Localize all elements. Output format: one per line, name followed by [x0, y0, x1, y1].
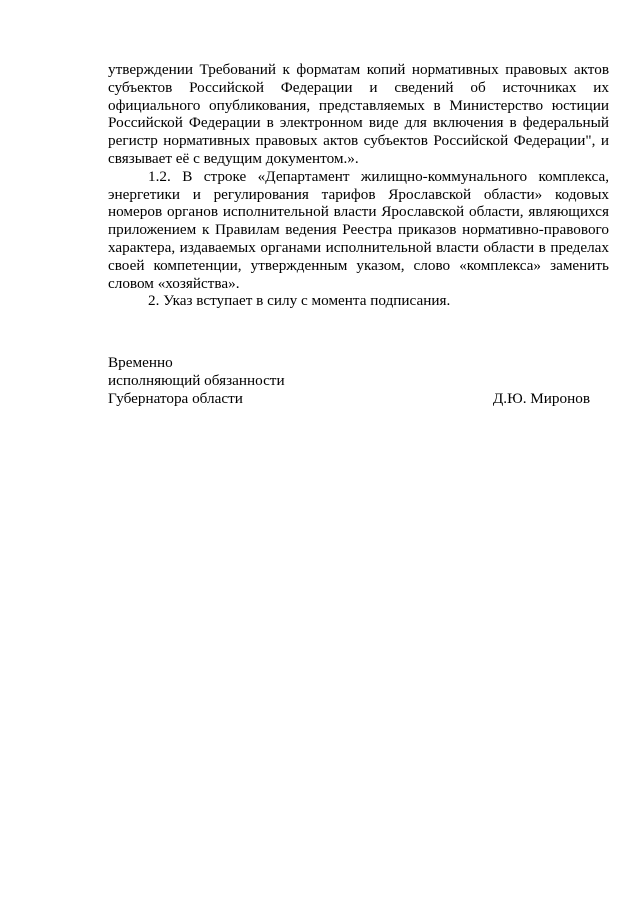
paragraph-continuation: утверждении Требований к форматам копий нормативных правовых актов субъектов Российской Федерации и сведений об источниках их официального опубликования, представляемых в Министерство юстиции Российской Федерации в электронном виде для включения в федеральный регистр нормативных правовых актов субъектов Российской Федерации", и связывает её с ведущим документом.». [108, 61, 609, 167]
document-body [108, 61, 609, 310]
signature-title-line-2: исполняющий обязанности [108, 371, 285, 389]
signature-block [108, 354, 590, 407]
paragraph-item-1-2: 1.2. В строке «Департамент жилищно-коммунального комплекса, энергетики и регулирования тарифов Ярославской области» кодовых номеров органов исполнительной власти Ярославской области, являющихся приложением к Правилам ведения Реестра приказов нормативно-правового характера, издаваемых органами исполнительной власти области в пределах своей компетенции, утвержденным указом, слово «комплекса» заменить словом «хозяйства». [108, 167, 609, 292]
signatory-name: Д.Ю. Миронов [492, 389, 590, 407]
signature-title-line-3: Губернатора области [108, 389, 243, 407]
signature-title-row [108, 390, 590, 408]
paragraph-item-2: 2. Указ вступает в силу с момента подписания. [148, 292, 451, 310]
signature-title-line-1: Временно [108, 354, 173, 371]
